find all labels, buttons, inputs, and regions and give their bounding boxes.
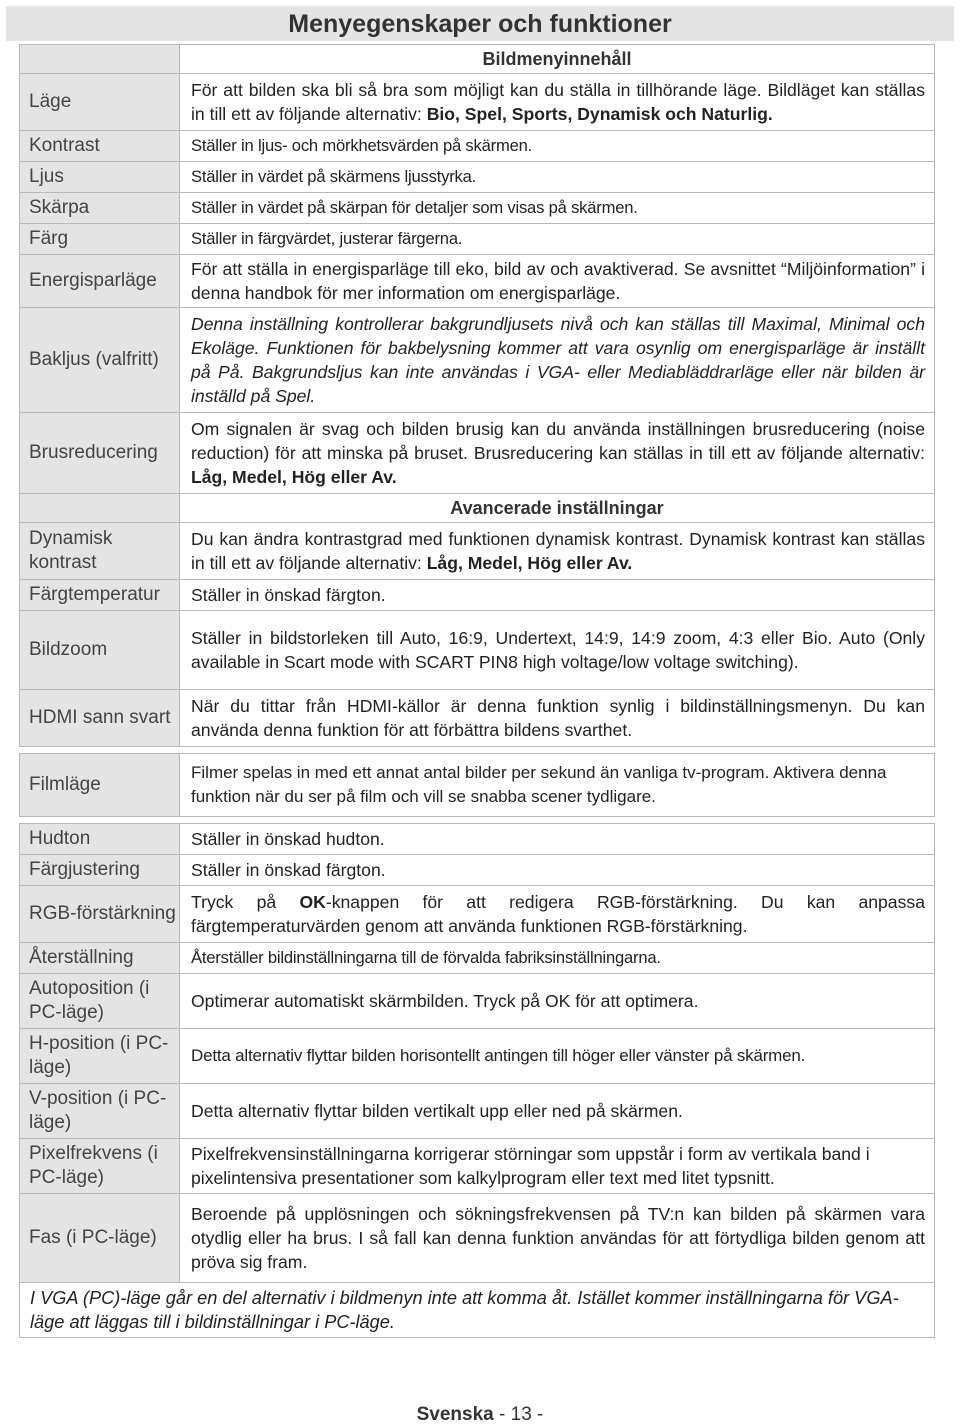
table-row: [20, 580, 935, 611]
table-row: [20, 824, 935, 855]
note-row: [20, 1283, 935, 1338]
row-desc-fas: Beroende på upplösningen och sökningsfrekvensen på TV:n kan bilden på skärmen vara otydlig eller ha brus. I så fall kan denna funktion användas för att förtydliga bilden genom att pröva sig fram.: [180, 1194, 935, 1283]
row-label-film: Filmläge: [20, 754, 180, 817]
row-desc-reset: Återställer bildinställningarna till de förvalda fabriksinställningarna.: [180, 943, 935, 974]
row-label-brus: Brusreducering: [20, 413, 180, 494]
section-title-advanced: Avancerade inställningar: [180, 494, 935, 523]
row-desc-kontrast: Ställer in ljus- och mörkhetsvärden på skärmen.: [180, 131, 935, 162]
table-row: [20, 754, 935, 817]
row-desc-brus: Om signalen är svag och bilden brusig kan du använda inställningen brusreducering (noise reduction) för att minska på bruset. Brusreducering kan ställas in till ett av följande alternativ: Låg, Medel, Hög eller Av.: [180, 413, 935, 494]
row-label-fargtemp: Färgtemperatur: [20, 580, 180, 611]
table-row: [20, 74, 935, 131]
table-row: [20, 523, 935, 580]
row-desc-pixel: Pixelfrekvensinställningarna korrigerar störningar som uppstår i form av vertikala band i pixelintensiva presentationer som kalkylprogram eller text med litet typsnitt.: [180, 1139, 935, 1194]
row-label-bildzoom: Bildzoom: [20, 611, 180, 690]
row-label-hpos: H-position (i PC-läge): [20, 1029, 180, 1084]
row-label-dynkontrast: Dynamisk kontrast: [20, 523, 180, 580]
row-desc-autopos: Optimerar automatiskt skärmbilden. Tryck på OK för att optimera.: [180, 974, 935, 1029]
row-desc-ljus: Ställer in värdet på skärmens ljusstyrka.: [180, 162, 935, 193]
row-label-hudton: Hudton: [20, 824, 180, 855]
row-desc-energi: För att ställa in energisparläge till eko, bild av och avaktiverad. Se avsnittet “Miljöinformation” i denna handbok för mer information om energisparläge.: [180, 255, 935, 308]
table-row: [20, 1139, 935, 1194]
footer-page-number: - 13 -: [493, 1404, 544, 1425]
row-label-kontrast: Kontrast: [20, 131, 180, 162]
row-gap: [20, 817, 935, 824]
row-label-autopos: Autoposition (i PC-läge): [20, 974, 180, 1029]
row-label-hdmi: HDMI sann svart: [20, 690, 180, 747]
page-title: Menyegenskaper och funktioner: [288, 10, 672, 38]
page-header: [6, 6, 954, 41]
row-desc-rgb: Tryck på OK-knappen för att redigera RGB-förstärkning. Du kan anpassa färgtemperaturvärden genom att använda funktionen RGB-förstärkning.: [180, 886, 935, 943]
table-row: [20, 131, 935, 162]
section-header-row: [20, 45, 935, 74]
row-label-vpos: V-position (i PC-läge): [20, 1084, 180, 1139]
row-desc-hudton: Ställer in önskad hudton.: [180, 824, 935, 855]
row-label-fargjust: Färgjustering: [20, 855, 180, 886]
table-row: [20, 1029, 935, 1084]
row-desc-hpos: Detta alternativ flyttar bilden horisontellt antingen till höger eller vänster på skärmen.: [180, 1029, 935, 1084]
row-desc-bildzoom: Ställer in bildstorleken till Auto, 16:9, Undertext, 14:9, 14:9 zoom, 4:3 eller Bio. Auto (Only available in Scart mode with SCART PIN8 high voltage/low voltage switching).: [180, 611, 935, 690]
table-row: [20, 413, 935, 494]
row-label-fas: Fas (i PC-läge): [20, 1194, 180, 1283]
row-label-ljus: Ljus: [20, 162, 180, 193]
row-desc-farg: Ställer in färgvärdet, justerar färgerna.: [180, 224, 935, 255]
table-row: [20, 886, 935, 943]
row-desc-film: Filmer spelas in med ett annat antal bilder per sekund än vanliga tv-program. Aktivera denna funktion när du ser på film och vill se snabba scener tydligare.: [180, 754, 935, 817]
row-desc-skarpa: Ställer in värdet på skärpan för detaljer som visas på skärmen.: [180, 193, 935, 224]
table-row: [20, 943, 935, 974]
row-label-energi: Energisparläge: [20, 255, 180, 308]
vga-note: I VGA (PC)-läge går en del alternativ i bildmenyn inte att komma åt. Istället kommer inställningarna för VGA-läge att läggas till i bildinställningar i PC-läge.: [20, 1283, 935, 1338]
table-row: [20, 308, 935, 413]
table-row: [20, 255, 935, 308]
row-label-reset: Återställning: [20, 943, 180, 974]
row-label-pixel: Pixelfrekvens (i PC-läge): [20, 1139, 180, 1194]
section-header-row: [20, 494, 935, 523]
row-desc-vpos: Detta alternativ flyttar bilden vertikalt upp eller ned på skärmen.: [180, 1084, 935, 1139]
footer-language: Svenska: [416, 1404, 494, 1425]
row-label-bakljus: Bakljus (valfritt): [20, 308, 180, 413]
row-desc-dynkontrast: Du kan ändra kontrastgrad med funktionen dynamisk kontrast. Dynamisk kontrast kan ställas in till ett av följande alternativ: Låg, Medel, Hög eller Av.: [180, 523, 935, 580]
section-title-picture: Bildmenyinnehåll: [180, 45, 935, 74]
table-row: [20, 1194, 935, 1283]
row-desc-fargtemp: Ställer in önskad färgton.: [180, 580, 935, 611]
row-desc-lage: För att bilden ska bli så bra som möjligt kan du ställa in tillhörande läge. Bildläget kan ställas in till ett av följande alternativ: Bio, Spel, Sports, Dynamisk och Naturlig.: [180, 74, 935, 131]
row-label-rgb: RGB-förstärkning: [20, 886, 180, 943]
table-row: [20, 193, 935, 224]
table-row: [20, 162, 935, 193]
table-row: [20, 690, 935, 747]
table-row: [20, 855, 935, 886]
table-row: [20, 611, 935, 690]
table-row: [20, 1084, 935, 1139]
row-gap: [20, 747, 935, 754]
table-row: [20, 224, 935, 255]
row-desc-fargjust: Ställer in önskad färgton.: [180, 855, 935, 886]
row-desc-hdmi: När du tittar från HDMI-källor är denna funktion synlig i bildinställningsmenyn. Du kan använda denna funktion för att förbättra bildens svarthet.: [180, 690, 935, 747]
row-label-lage: Läge: [20, 74, 180, 131]
picture-menu-table: [19, 44, 935, 1338]
table-row: [20, 974, 935, 1029]
row-label-skarpa: Skärpa: [20, 193, 180, 224]
row-desc-bakljus: Denna inställning kontrollerar bakgrundljusets nivå och kan ställas till Maximal, Minimal och Ekoläge. Funktionen för bakbelysning kommer att vara osynlig om energisparläge är inställt på På. Bakgrundsljus kan inte användas i VGA- eller Mediabläddrarläge eller när bilden är inställd på Spel.: [180, 308, 935, 413]
row-label-farg: Färg: [20, 224, 180, 255]
